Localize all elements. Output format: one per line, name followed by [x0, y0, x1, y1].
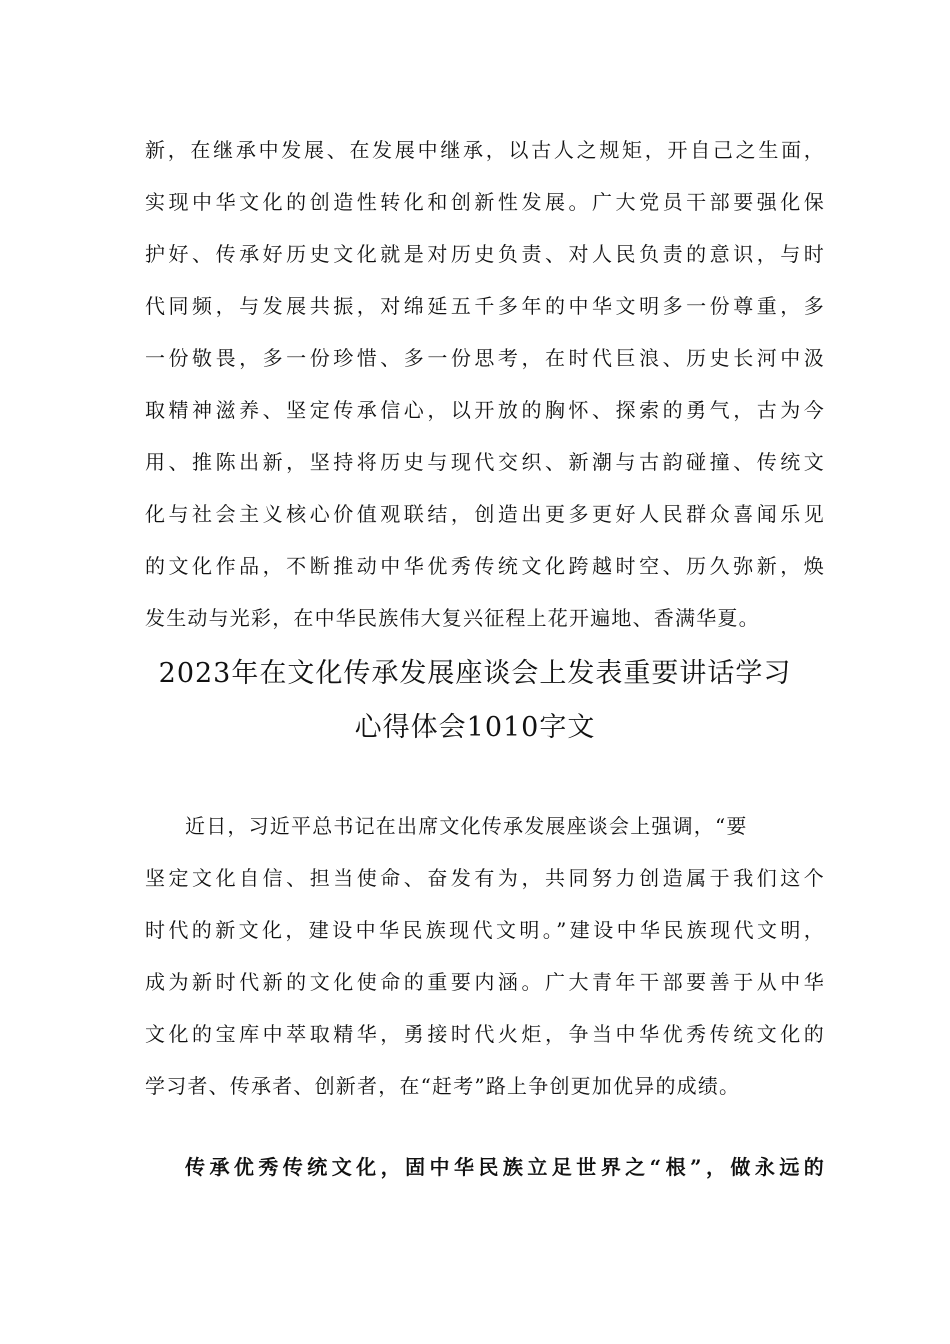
text-line: 一份敬畏，多一份珍惜、多一份思考，在时代巨浪、历史长河中汲 — [145, 346, 825, 370]
text-line: 用、推陈出新，坚持将历史与现代交织、新潮与古韵碰撞、传统文 — [145, 450, 825, 474]
title-line-1: 2023年在文化传承发展座谈会上发表重要讲话学习 — [158, 658, 792, 689]
document-title — [100, 647, 850, 755]
text-line: 的文化作品，不断推动中华优秀传统文化跨越时空、历久弥新，焕 — [145, 554, 825, 578]
text-line: 成为新时代新的文化使命的重要内涵。广大青年干部要善于从中华 — [145, 970, 825, 994]
text-line: 学习者、传承者、创新者，在“赶考”路上争创更加优异的成绩。 — [145, 1074, 741, 1098]
text-line: 坚定文化自信、担当使命、奋发有为，共同努力创造属于我们这个 — [145, 866, 825, 890]
text-line: 护好、传承好历史文化就是对历史负责、对人民负责的意识，与时 — [145, 242, 825, 266]
title-line-2: 心得体会1010字文 — [354, 712, 596, 743]
section-heading: 传承优秀传统文化，固中华民族立足世界之“根”，做永远的 — [185, 1155, 825, 1179]
text-line: 近日，习近平总书记在出席文化传承发展座谈会上强调，“要 — [185, 814, 748, 838]
text-line: 化与社会主义核心价值观联结，创造出更多更好人民群众喜闻乐见 — [145, 502, 825, 526]
paragraph-continuation — [145, 124, 825, 644]
text-line: 代同频，与发展共振，对绵延五千多年的中华文明多一份尊重，多 — [145, 294, 825, 318]
text-line: 取精神滋养、坚定传承信心，以开放的胸怀、探索的勇气，古为今 — [145, 398, 825, 422]
text-line: 时代的新文化，建设中华民族现代文明。”建设中华民族现代文明， — [145, 918, 825, 942]
text-line: 实现中华文化的创造性转化和创新性发展。广大党员干部要强化保 — [145, 190, 825, 214]
text-line: 发生动与光彩，在中华民族伟大复兴征程上花开遍地、香满华夏。 — [145, 606, 760, 630]
text-line: 文化的宝库中萃取精华，勇接时代火炬，争当中华优秀传统文化的 — [145, 1022, 825, 1046]
paragraph-intro — [145, 800, 825, 1112]
text-line: 新，在继承中发展、在发展中继承，以古人之规矩，开自己之生面， — [145, 138, 825, 162]
